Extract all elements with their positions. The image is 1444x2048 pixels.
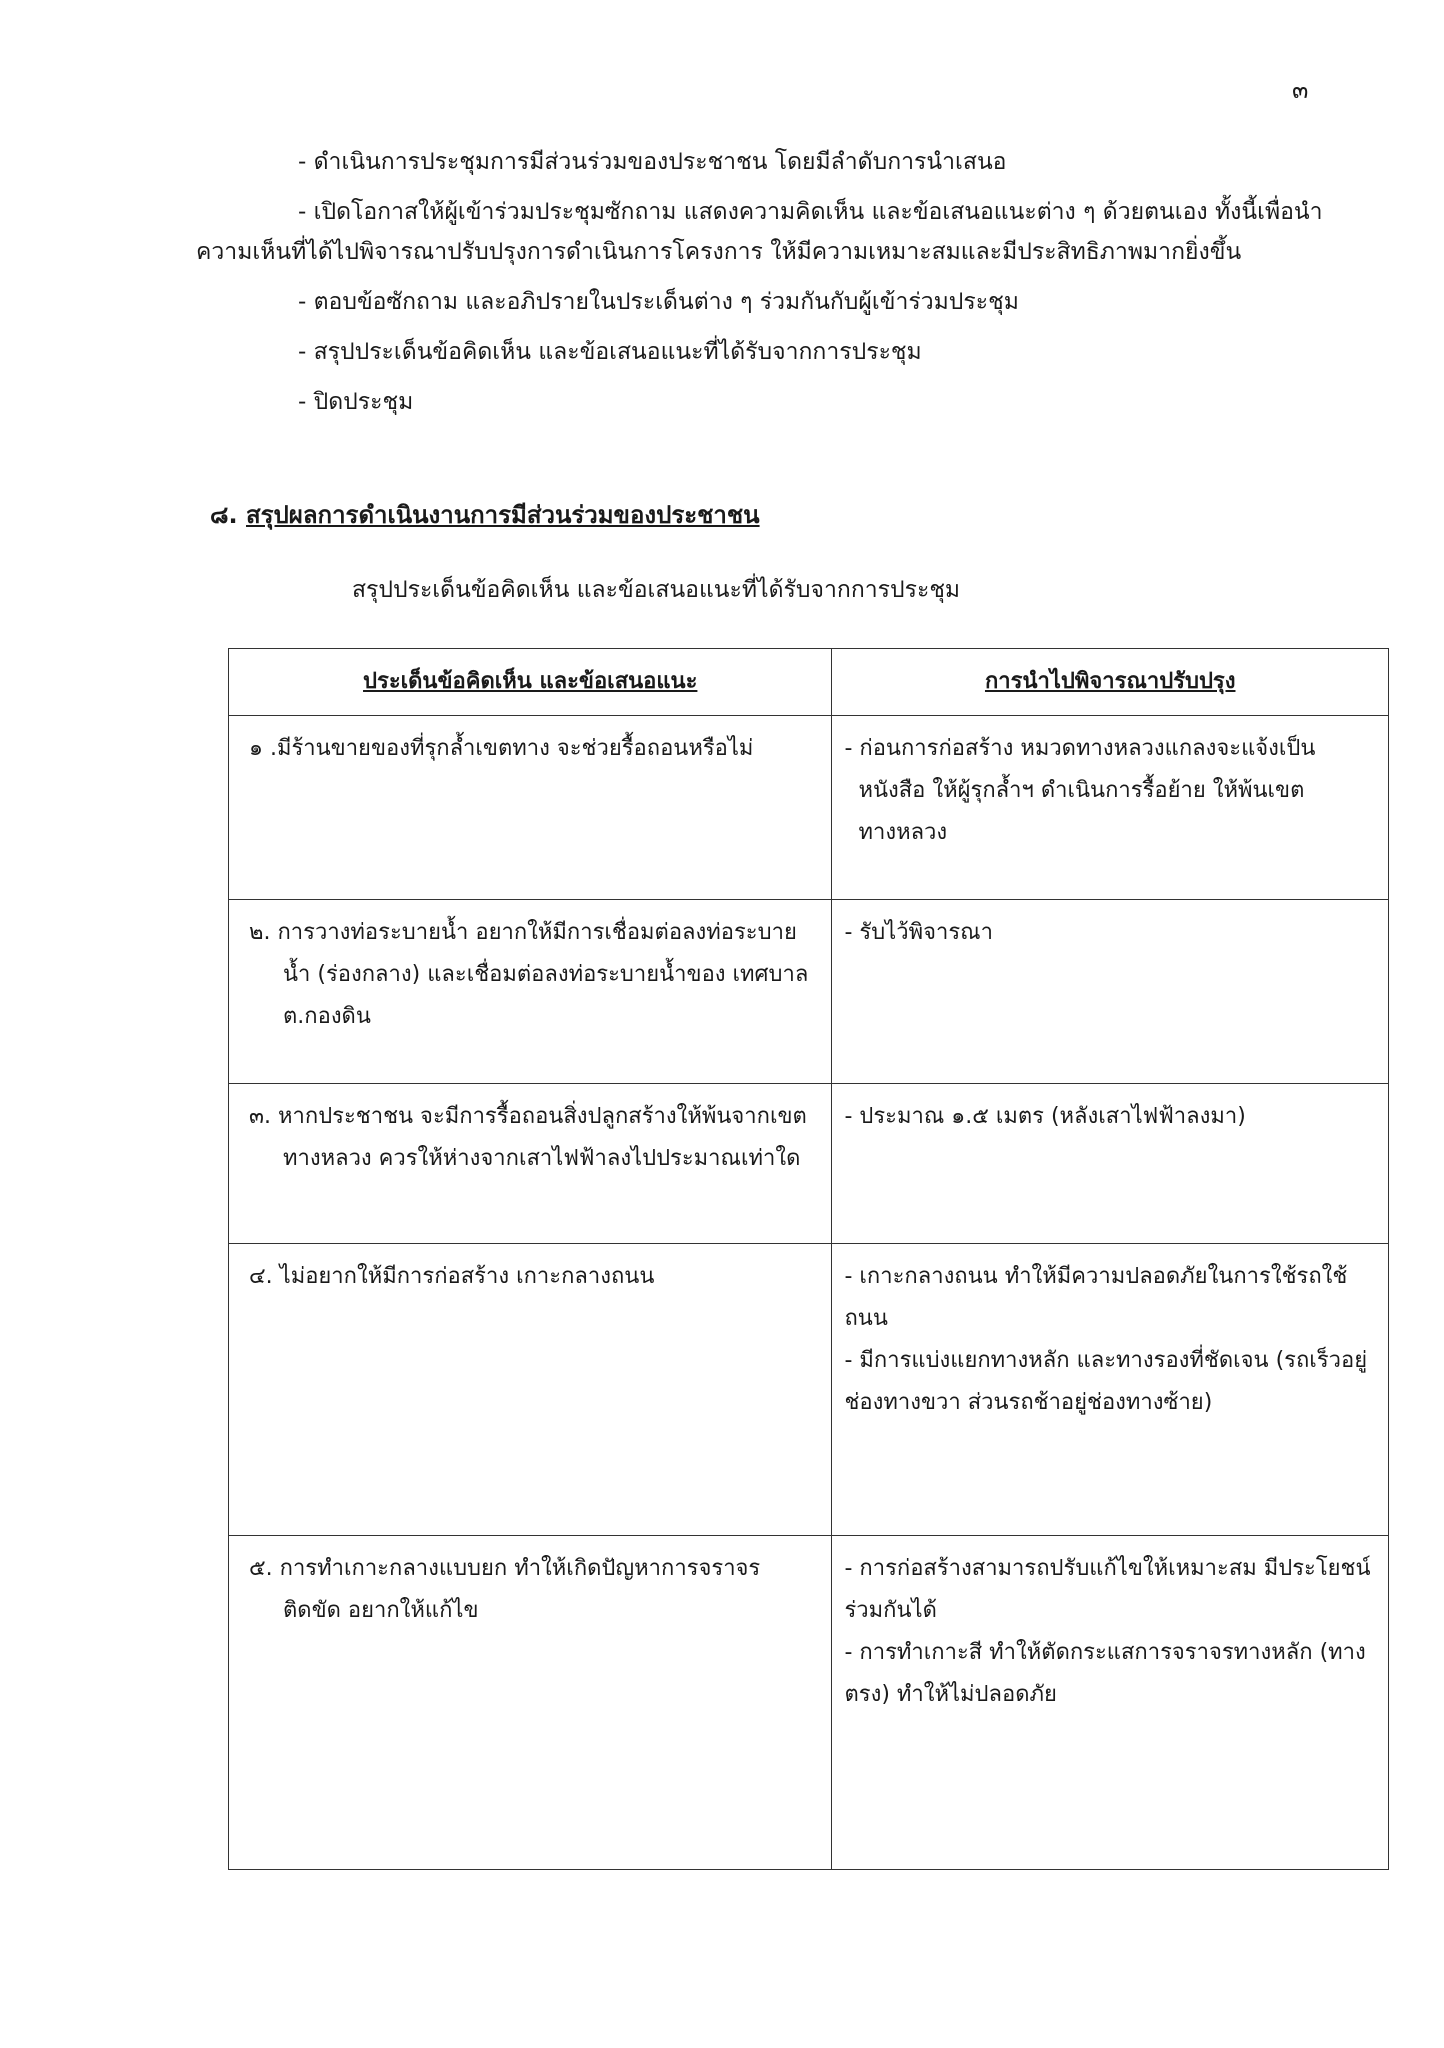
procedure-item: - สรุปประเด็นข้อคิดเห็น และข้อเสนอแนะที่ได้รับจากการประชุม [298,339,922,365]
response-cell [832,900,1389,1084]
section-heading [210,495,760,534]
procedure-item: - ปิดประชุม [298,389,414,415]
response-cell [832,716,1389,900]
issue-text: ๑ .มีร้านขายของที่รุกล้ำเขตทาง จะช่วยรื้อถอนหรือไม่ [249,736,754,761]
response-cell [832,1244,1389,1536]
table-caption: สรุปประเด็นข้อคิดเห็น และข้อเสนอแนะที่ได้รับจากการประชุม [352,577,961,603]
response-text: - รับไว้พิจารณา [844,920,993,945]
response-text: - ก่อนการก่อสร้าง หมวดทางหลวงแกลงจะแจ้งเป็นหนังสือ ให้ผู้รุกล้ำฯ ดำเนินการรื้อย้าย ให้พ้นเขตทางหลวง [844,736,1316,845]
table-row [229,1244,1389,1536]
response-cell [832,1536,1389,1870]
response-text: - ประมาณ ๑.๕ เมตร (หลังเสาไฟฟ้าลงมา) [844,1104,1246,1129]
issue-cell [229,900,832,1084]
issue-cell [229,1536,832,1870]
issue-text: ๒. การวางท่อระบายน้ำ อยากให้มีการเชื่อมต่อลงท่อระบายน้ำ (ร่องกลาง) และเชื่อมต่อลงท่อระบายน้ำของ เทศบาล ต.กองดิน [249,920,809,1029]
procedure-list [196,142,1336,432]
table-row [229,716,1389,900]
issue-cell [229,1084,832,1244]
procedure-item: - ดำเนินการประชุมการมีส่วนร่วมของประชาชน โดยมีลำดับการนำเสนอ [298,149,1007,175]
response-text: - การก่อสร้างสามารถปรับแก้ไขให้เหมาะสม มีประโยชน์ร่วมกันได้ [844,1556,1371,1623]
issue-cell [229,716,832,900]
issue-cell [229,1244,832,1536]
page-number: ๓ [1292,76,1309,104]
response-text: - เกาะกลางถนน ทำให้มีความปลอดภัยในการใช้รถใช้ถนน [844,1264,1348,1331]
table-row [229,1536,1389,1870]
section-number: ๘. [210,501,238,529]
header-response: การนำไปพิจารณาปรับปรุง [832,649,1389,716]
header-issue: ประเด็นข้อคิดเห็น และข้อเสนอแนะ [229,649,832,716]
issue-text: ๓. หากประชาชน จะมีการรื้อถอนสิ่งปลูกสร้างให้พ้นจากเขตทางหลวง ควรให้ห่างจากเสาไฟฟ้าลงไปประมาณเท่าใด [249,1104,807,1171]
issue-text: ๕. การทำเกาะกลางแบบยก ทำให้เกิดปัญหาการจราจรติดขัด อยากให้แก้ไข [249,1556,761,1623]
response-text: - มีการแบ่งแยกทางหลัก และทางรองที่ชัดเจน (รถเร็วอยู่ช่องทางขวา ส่วนรถช้าอยู่ช่องทางซ้าย) [844,1348,1368,1415]
table-row [229,900,1389,1084]
issue-text: ๔. ไม่อยากให้มีการก่อสร้าง เกาะกลางถนน [249,1264,655,1289]
response-cell [832,1084,1389,1244]
procedure-item: - ตอบข้อซักถาม และอภิปรายในประเด็นต่าง ๆ ร่วมกันกับผู้เข้าร่วมประชุม [298,289,1019,315]
procedure-item: - เปิดโอกาสให้ผู้เข้าร่วมประชุมซักถาม แสดงความคิดเห็น และข้อเสนอแนะต่าง ๆ ด้วยตนเอง ทั้งนี้เพื่อนำความเห็นที่ได้ไปพิจารณาปรับปรุงการดำเนินการโครงการ ให้มีความเหมาะสมและมีประสิทธิภาพมากยิ่งขึ้น [196,199,1323,265]
section-title: สรุปผลการดำเนินงานการมีส่วนร่วมของประชาชน [246,501,760,529]
table-row [229,1084,1389,1244]
feedback-table [228,648,1389,1870]
response-text: - การทำเกาะสี ทำให้ตัดกระแสการจราจรทางหลัก (ทางตรง) ทำให้ไม่ปลอดภัย [844,1640,1366,1707]
table-header-row [229,649,1389,716]
